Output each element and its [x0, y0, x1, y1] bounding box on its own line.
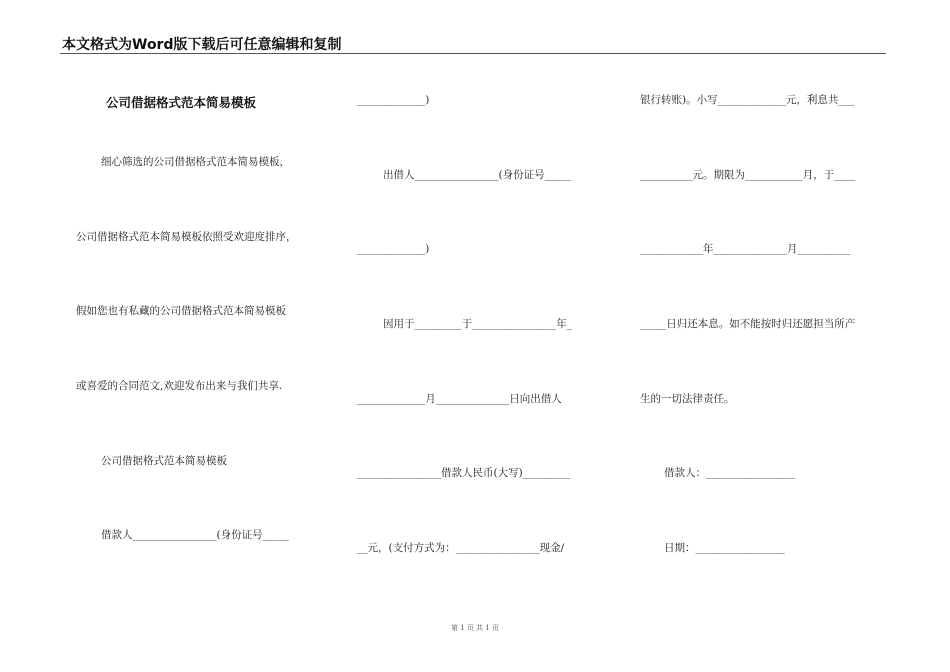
col3-line-1: 银行转账)。小写_____________元，利息共___	[640, 94, 855, 106]
document-title: 公司借据格式范本简易模板	[106, 95, 257, 110]
date-line: 日期：_________________	[664, 542, 785, 554]
borrower-signature-line: 借款人：_________________	[664, 467, 796, 479]
page-number-footer: 第 1 页 共 1 页	[450, 624, 500, 632]
col2-line-5: _____________月______________日向出借人	[357, 393, 562, 405]
col1-line-2: 公司借据格式范本简易模板依照受欢迎度排序，	[76, 231, 297, 243]
col2-line-7: __元，(支付方式为：________________现金/	[357, 542, 565, 554]
col2-line-2: 出借人________________(身份证号_____	[383, 169, 571, 181]
col3-line-3: ____________年______________月__________	[640, 243, 850, 255]
col1-line-4: 或喜爱的合同范文,欢迎发布出来与我们共享.	[76, 380, 283, 392]
col3-line-4: _____日归还本息。如不能按时归还愿担当所产	[640, 318, 856, 330]
col2-line-4: 因用于_________于________________年_	[383, 318, 572, 330]
col1-line-1: 细心筛选的公司借据格式范本简易模板，	[101, 156, 290, 168]
header-divider	[60, 53, 886, 54]
col3-line-2: __________元。期限为___________月，于____	[640, 169, 856, 181]
col2-line-6: ________________借款人民币(大写)_________	[357, 467, 570, 479]
col1-line-5: 公司借据格式范本简易模板	[101, 455, 227, 467]
col1-line-6: 借款人________________(身份证号_____	[101, 529, 289, 541]
col2-line-3: _____________)	[357, 243, 430, 255]
document-header: 本文格式为Word版下载后可任意编辑和复制	[62, 37, 342, 53]
col1-line-3: 假如您也有私藏的公司借据格式范本简易模板	[76, 305, 286, 317]
col3-line-5: 生的一切法律责任。	[640, 393, 735, 405]
col2-line-1: _____________)	[357, 94, 430, 106]
